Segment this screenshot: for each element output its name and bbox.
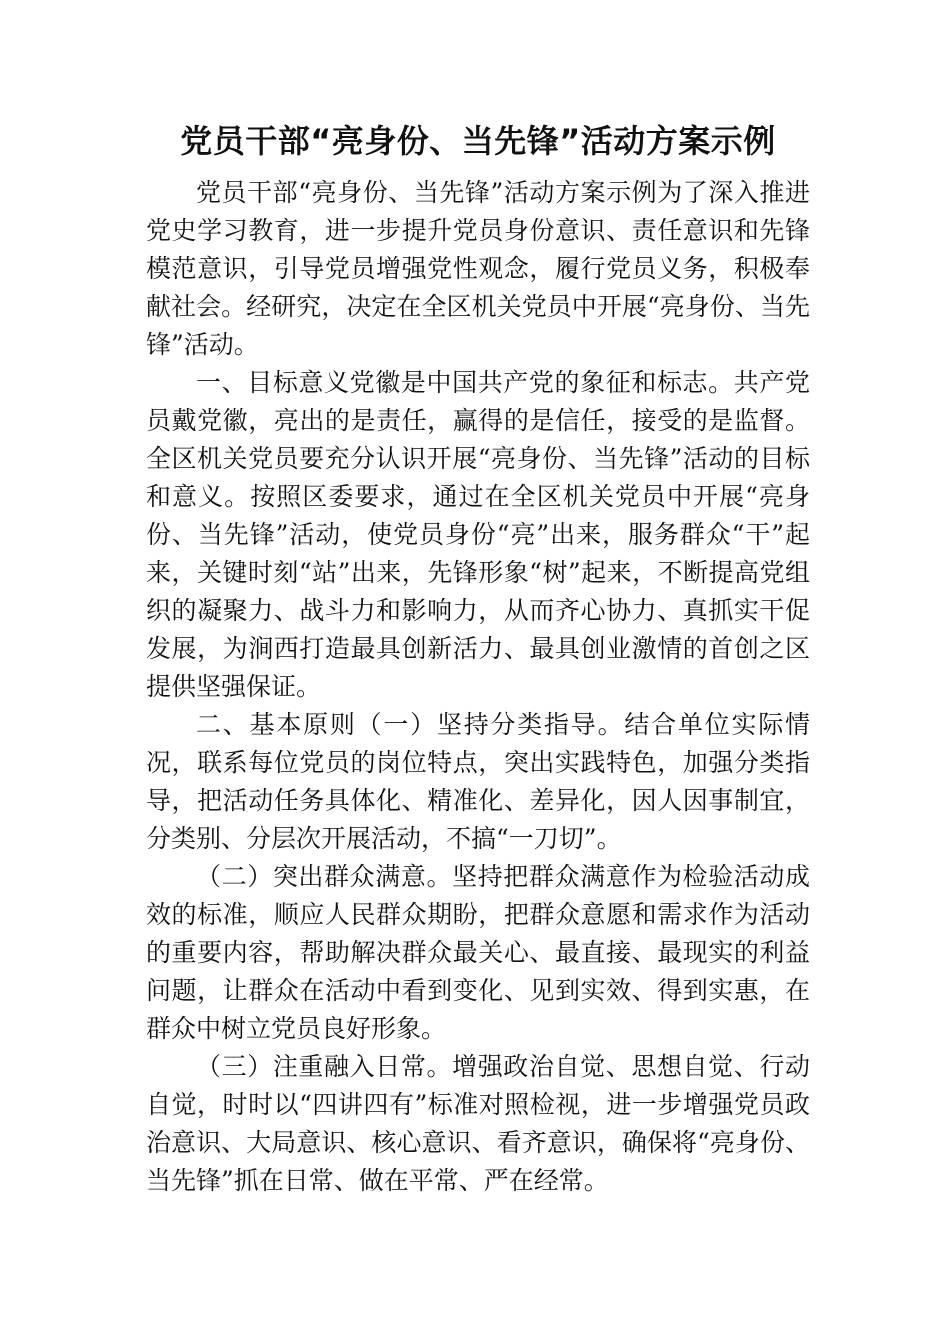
paragraph-principle-daily-integration: （三）注重融入日常。增强政治自觉、思想自觉、行动自觉，时时以“四讲四有”标准对照检视，进一步增强党员政治意识、大局意识、核心意识、看齐意识，确保将“亮身份、当先锋”抓在日常、做在平常、严在经常。 (146, 1052, 810, 1195)
document-title: 党员干部“亮身份、当先锋”活动方案示例 (180, 122, 776, 160)
paragraph-principle-classified-guidance: 二、基本原则（一）坚持分类指导。结合单位实际情况，联系每位党员的岗位特点，突出实践特色，加强分类指导，把活动任务具体化、精准化、差异化，因人因事制宜，分类别、分层次开展活动，不搞“一刀切”。 (146, 710, 810, 853)
document-page (146, 110, 810, 1200)
paragraph-goal-significance: 一、目标意义党徽是中国共产党的象征和标志。共产党员戴党徽，亮出的是责任，赢得的是信任，接受的是监督。全区机关党员要充分认识开展“亮身份、当先锋”活动的目标和意义。按照区委要求，通过在全区机关党员中开展“亮身份、当先锋”活动，使党员身份“亮”出来，服务群众“干”起来，关键时刻“站”出来，先锋形象“树”起来，不断提高党组织的凝聚力、战斗力和影响力，从而齐心协力、真抓实干促发展，为涧西打造最具创新活力、最具创业激情的首创之区提供坚强保证。 (146, 368, 810, 701)
paragraph-principle-public-satisfaction: （二）突出群众满意。坚持把群众满意作为检验活动成效的标准，顺应人民群众期盼，把群众意愿和需求作为活动的重要内容，帮助解决群众最关心、最直接、最现实的利益问题，让群众在活动中看到变化、见到实效、得到实惠，在群众中树立党员良好形象。 (146, 862, 810, 1043)
paragraph-intro: 党员干部“亮身份、当先锋”活动方案示例为了深入推进党史学习教育，进一步提升党员身份意识、责任意识和先锋模范意识，引导党员增强党性观念，履行党员义务，积极奉献社会。经研究，决定在全区机关党员中开展“亮身份、当先锋”活动。 (146, 178, 810, 359)
